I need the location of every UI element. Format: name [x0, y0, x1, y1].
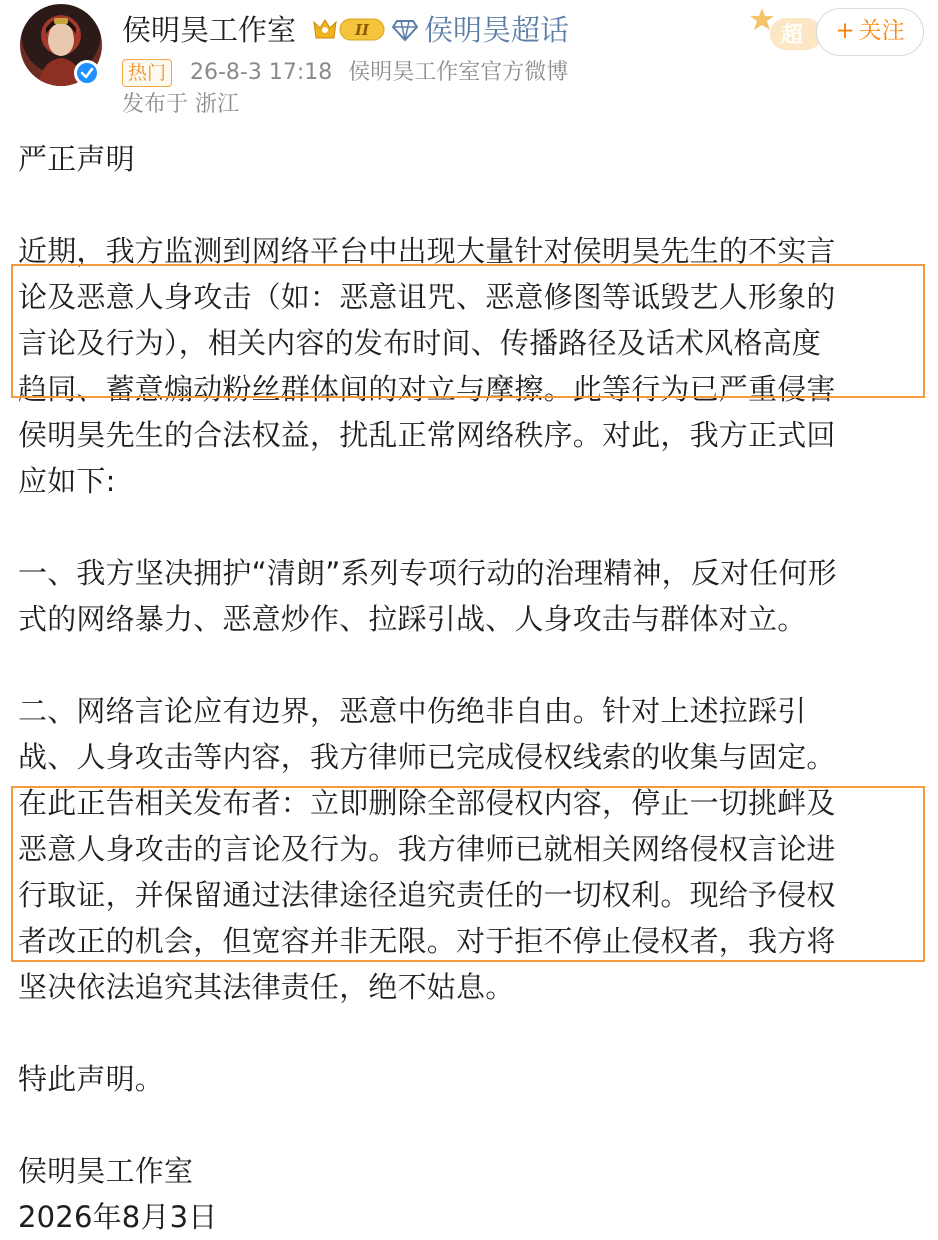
post-text-line: 侯明昊工作室	[18, 1154, 194, 1188]
follow-label: 关注	[858, 18, 905, 44]
post-source[interactable]: 侯明昊工作室官方微博	[348, 60, 569, 85]
post-text-line: 恶意人身攻击的言论及行为。我方律师已就相关网络侵权言论进	[18, 832, 836, 866]
post-text-line: 特此声明。	[18, 1062, 165, 1096]
post-text-line: 趋同、蓄意煽动粉丝群体间的对立与摩擦。此等行为已严重侵害	[18, 372, 836, 406]
verified-icon	[74, 60, 100, 86]
plus-icon: +	[835, 18, 855, 44]
post-text-line: 论及恶意人身攻击（如：恶意诅咒、恶意修图等诋毁艺人形象的	[18, 280, 836, 314]
blank-line	[18, 1010, 918, 1056]
vip-level: II	[354, 21, 370, 39]
chao-badge-label: 超	[780, 23, 804, 48]
supertopic-link[interactable]: 侯明昊超话	[424, 13, 570, 47]
diamond-icon	[392, 18, 418, 42]
post-text-line: 战、人身攻击等内容，我方律师已完成侵权线索的收集与固定。	[18, 740, 836, 774]
post-text-line: 一、我方坚决拥护“清朗”系列专项行动的治理精神，反对任何形	[18, 556, 837, 590]
post-text-line: 言论及行为），相关内容的发布时间、传播路径及话术风格高度	[18, 326, 822, 360]
post-meta	[190, 56, 568, 90]
post-text-line: 坚决依法追究其法律责任，绝不姑息。	[18, 970, 515, 1004]
post-text-line: 侯明昊先生的合法权益，扰乱正常网络秩序。对此，我方正式回	[18, 418, 836, 452]
post-timestamp: 26-8-3 17:18	[190, 60, 333, 85]
blank-line	[18, 642, 918, 688]
post-body	[18, 136, 918, 1240]
username[interactable]: 侯明昊工作室	[122, 13, 297, 47]
hot-tag: 热门	[122, 59, 172, 87]
post-text-line: 式的网络暴力、恶意炒作、拉踩引战、人身攻击与群体对立。	[18, 602, 807, 636]
post-location: 发布于 浙江	[122, 92, 239, 117]
post-text-line: 2026年8月3日	[18, 1200, 218, 1234]
post-text-line: 应如下:	[18, 464, 116, 498]
post-text-line: 在此正告相关发布者：立即删除全部侵权内容，停止一切挑衅及	[18, 786, 836, 820]
post-text-line: 二、网络言论应有边界，恶意中伤绝非自由。针对上述拉踩引	[18, 694, 807, 728]
post-text-line: 近期，我方监测到网络平台中出现大量针对侯明昊先生的不实言	[18, 234, 836, 268]
vip-crown-icon	[312, 14, 386, 44]
post-text-line: 行取证，并保留通过法律途径追究责任的一切权利。现给予侵权	[18, 878, 836, 912]
post-text-line: 者改正的机会，但宽容并非无限。对于拒不停止侵权者，我方将	[18, 924, 836, 958]
blank-line	[18, 504, 918, 550]
post-text-line: 严正声明	[18, 142, 135, 176]
post-header	[0, 0, 938, 125]
blank-line	[18, 182, 918, 228]
follow-button[interactable]	[816, 8, 924, 56]
blank-line	[18, 1102, 918, 1148]
